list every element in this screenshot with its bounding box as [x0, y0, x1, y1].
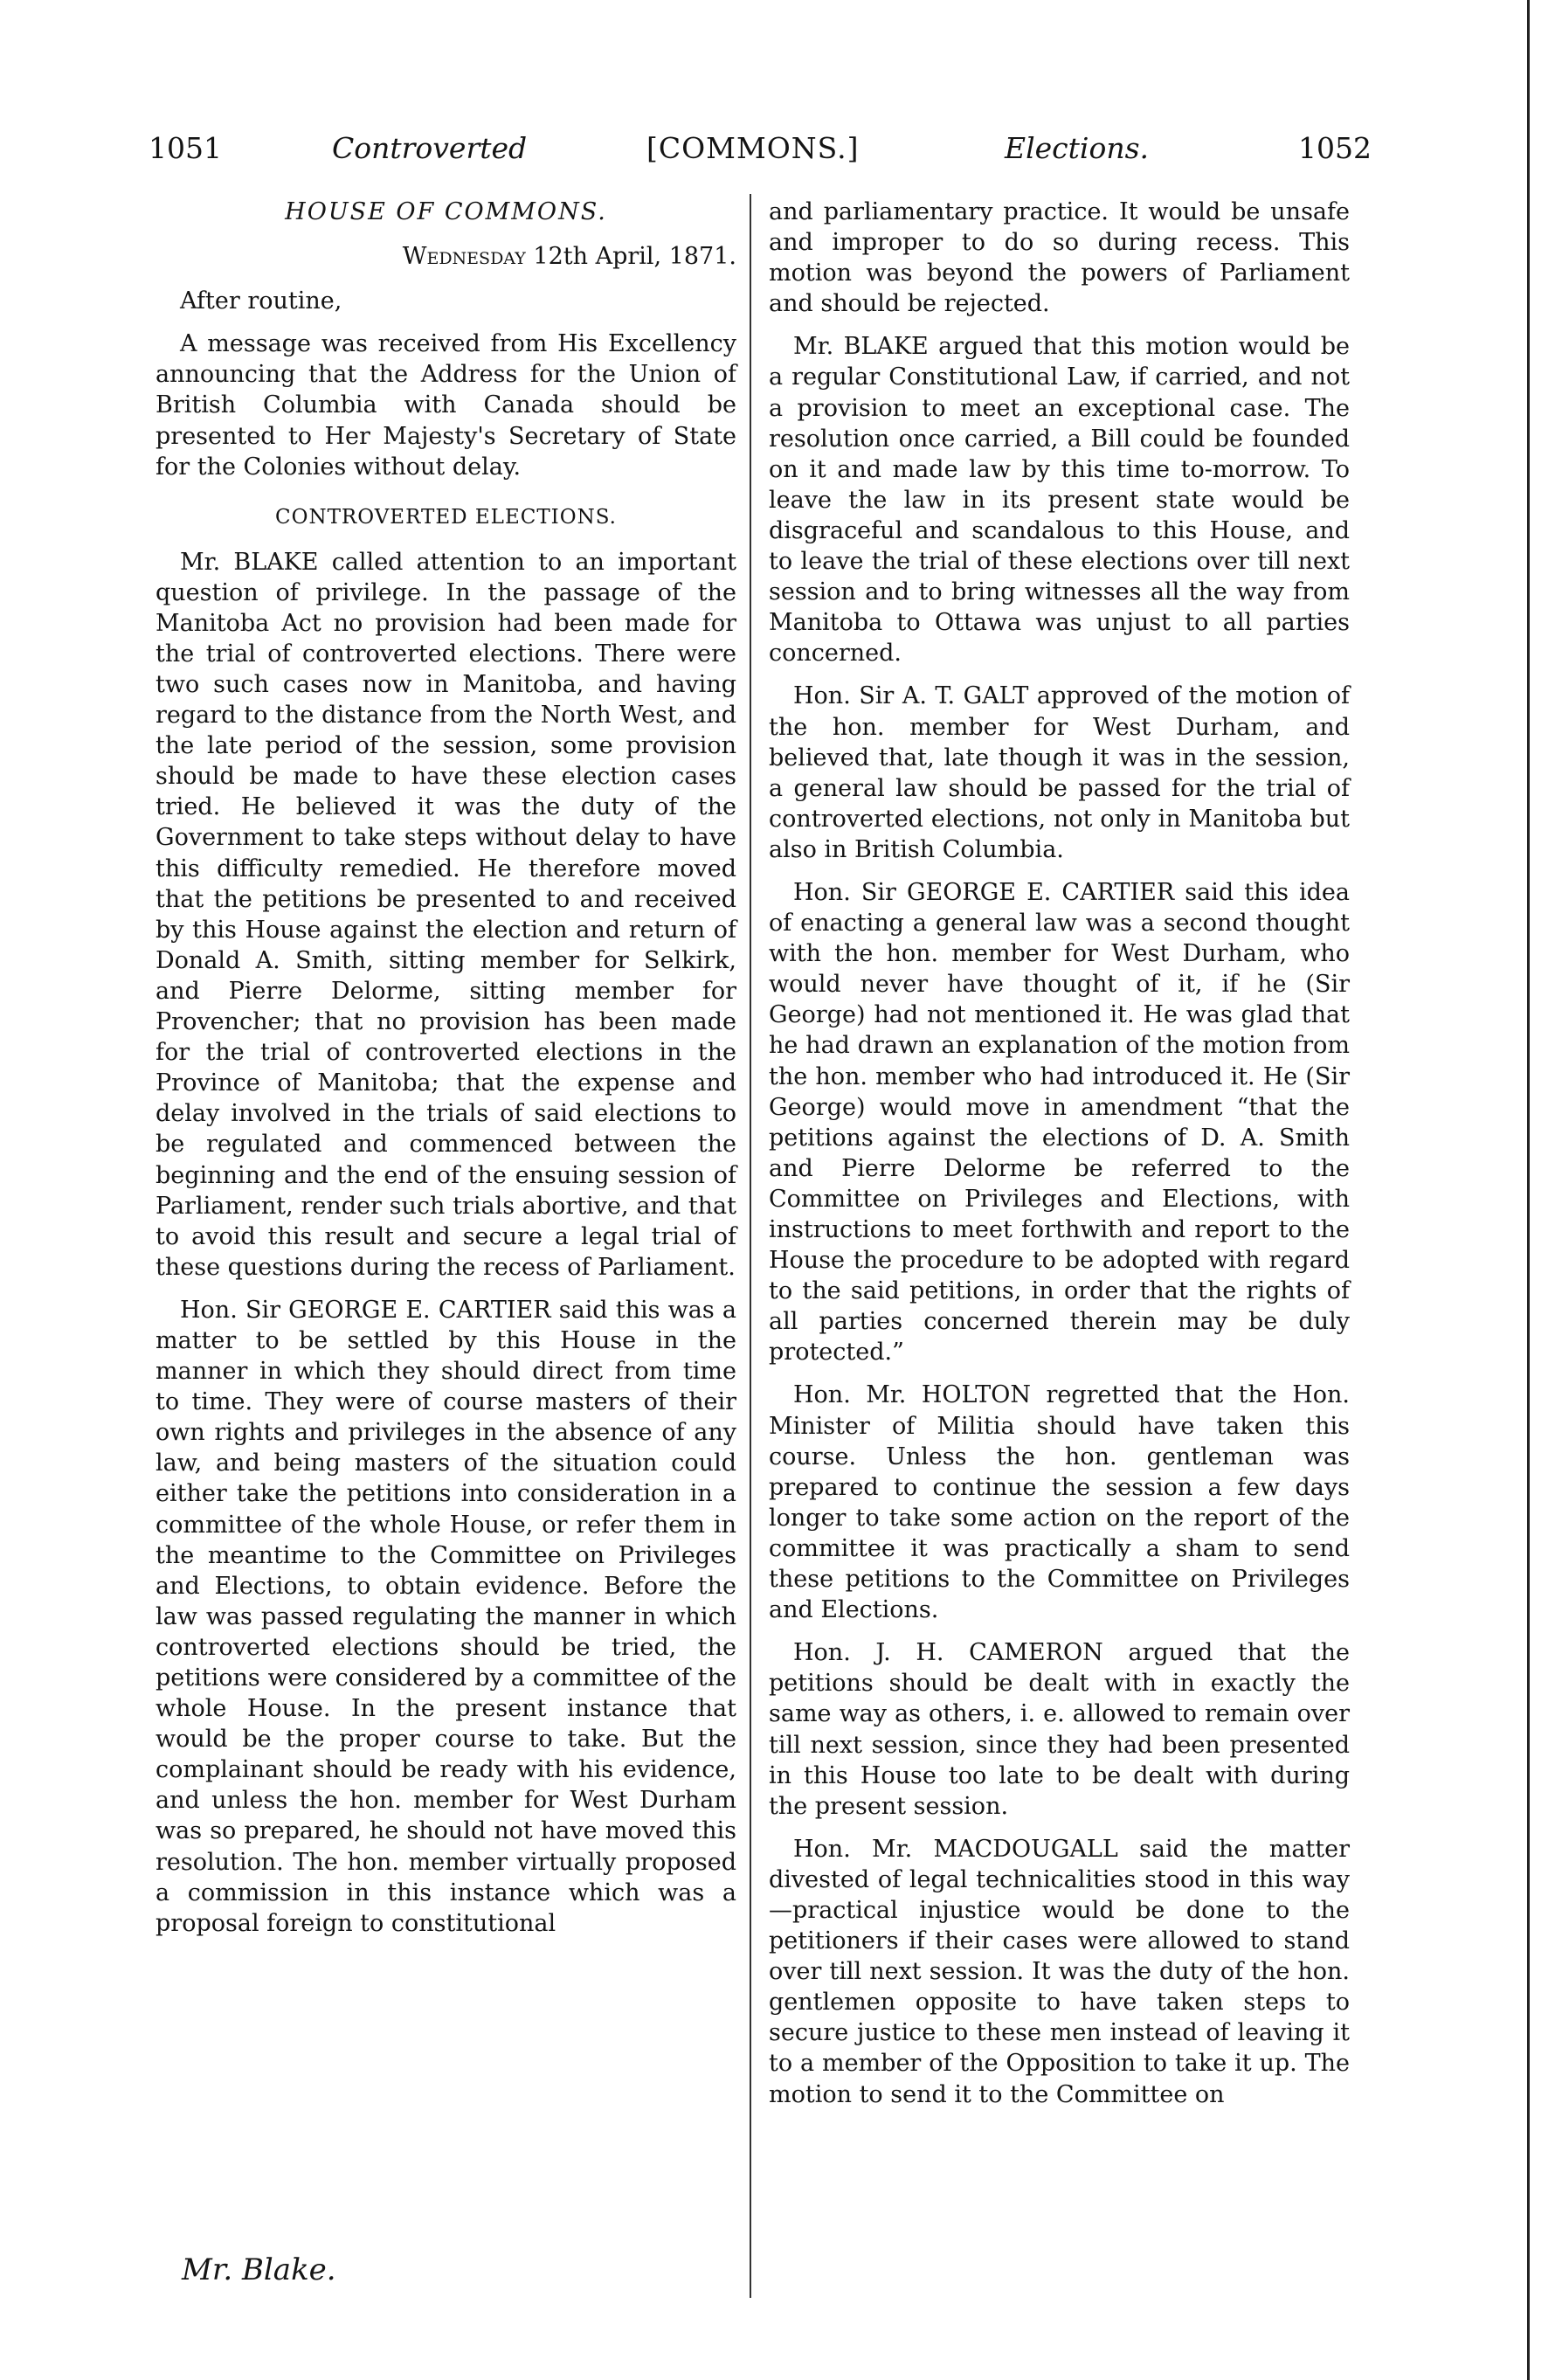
- paragraph-message: A message was received from His Excellency announcing that the Address for the Union of British Columbia with Canada should be presented to Her Majesty's Secretary of State for the Colonies without delay.: [156, 330, 736, 481]
- left-running-title: Controverted: [332, 131, 528, 165]
- paragraph-continuation: and parliamentary practice. It would be unsafe and improper to do so during recess. This motion was beyond the powers of Parliament and should be rejected.: [769, 198, 1350, 318]
- date-weekday: Wednesday: [402, 243, 526, 271]
- center-running-title: [COMMONS.]: [646, 131, 860, 165]
- catchword-footer: Mr. Blake.: [182, 2252, 336, 2287]
- paragraph-blake: Mr. BLAKE called attention to an important question of privilege. In the passage of the Manitoba Act no provision had been made for the trial of controverted elections. There were two such cases now in Manitoba, and having regard to the distance from the North West, and the late period of the session, some provision should be made to have these election cases tried. He believed it was the duty of the Government to take steps without delay to have this difficulty remedied. He therefore moved that the petitions be presented to and received by this House against the election and return of Donald A. Smith, sitting member for Selkirk, and Pierre Delorme, sitting member for Provencher; that no provision has been made for the trial of controverted elections in the Province of Manitoba; that the expense and delay involved in the trials of said elections to be regulated and commenced between the beginning and the end of the ensuing session of Parliament, render such trials abortive, and that to avoid this result and secure a legal trial of these questions during the recess of Parliament.: [156, 548, 736, 1281]
- paragraph-routine: After routine,: [180, 287, 342, 315]
- right-page-number: 1052: [1298, 131, 1372, 165]
- paragraph-galt: Hon. Sir A. T. GALT approved of the motion of the hon. member for West Durham, and believed that, late though it was in the session, a general law should be passed for the trial of controverted elections, not only in Manitoba but also in British Columbia.: [769, 682, 1350, 863]
- house-title: HOUSE OF COMMONS.: [285, 198, 607, 225]
- paragraph-cameron: Hon. J. H. CAMERON argued that the petitions should be dealt with in exactly the same way as others, i. e. allowed to remain over till next session, since they had been presented in this House too late to be dealt with during the present session.: [769, 1639, 1350, 1820]
- sitting-date: [156, 241, 736, 272]
- paragraph-macdougall: Hon. Mr. MACDOUGALL said the matter divested of legal technicalities stood in this way—practical injustice would be done to the petitioners if their cases were allowed to stand over till next session. It was the duty of the hon. gentlemen opposite to have taken steps to secure justice to these men instead of leaving it to a member of the Opposition to take it up. The motion to send it to the Committee on: [769, 1835, 1350, 2108]
- left-column: [156, 197, 736, 1951]
- page-edge-line: [1527, 0, 1530, 2380]
- right-running-title: Elections.: [1005, 131, 1150, 165]
- paragraph-holton: Hon. Mr. HOLTON regretted that the Hon. Minister of Militia should have taken this course. Unless the hon. gentleman was prepared to continue the session a few days longer to take some action on the report of the committee it was practically a sham to send these petitions to the Committee on Privileges and Elections.: [769, 1381, 1350, 1624]
- right-column: [769, 197, 1350, 2122]
- date-rest: 12th April, 1871.: [533, 243, 736, 271]
- running-header: [149, 131, 1372, 183]
- column-divider: [750, 194, 751, 2298]
- section-heading: CONTROVERTED ELECTIONS.: [275, 505, 617, 529]
- left-page-number: 1051: [149, 131, 222, 165]
- paragraph-cartier-amendment: Hon. Sir GEORGE E. CARTIER said this idea of enacting a general law was a second thought with the hon. member for West Durham, who would never have thought of it, if he (Sir George) had not mentioned it. He was glad that he had drawn an explanation of the motion from the hon. member who had introduced it. He (Sir George) would move in amendment “that the petitions against the elections of D. A. Smith and Pierre Delorme be referred to the Committee on Privileges and Elections, with instructions to meet forthwith and report to the House the procedure to be adopted with regard to the said petitions, in order that the rights of all parties concerned therein may be duly protected.”: [769, 878, 1350, 1366]
- paragraph-cartier: Hon. Sir GEORGE E. CARTIER said this was a matter to be settled by this House in the manner in which they should direct from time to time. They were of course masters of their own rights and privileges in the absence of any law, and being masters of the situation could either take the petitions into consideration in a committee of the whole House, or refer them in the meantime to the Committee on Privileges and Elections, to obtain evidence. Before the law was passed regulating the manner in which controverted elections should be tried, the petitions were considered by a committee of the whole House. In the present instance that would be the proper course to take. But the complainant should be ready with his evidence, and unless the hon. member for West Durham was so prepared, he should not have moved this resolution. The hon. member virtually proposed a commission in this instance which was a proposal foreign to constitutional: [156, 1296, 736, 1937]
- paragraph-blake-reply: Mr. BLAKE argued that this motion would be a regular Constitutional Law, if carried, and not a provision to meet an exceptional case. The resolution once carried, a Bill could be founded on it and made law by this time to-morrow. To leave the law in its present state would be disgraceful and scandalous to this House, and to leave the trial of these elections over till next session and to bring witnesses all the way from Manitoba to Ottawa was unjust to all parties concerned.: [769, 333, 1350, 668]
